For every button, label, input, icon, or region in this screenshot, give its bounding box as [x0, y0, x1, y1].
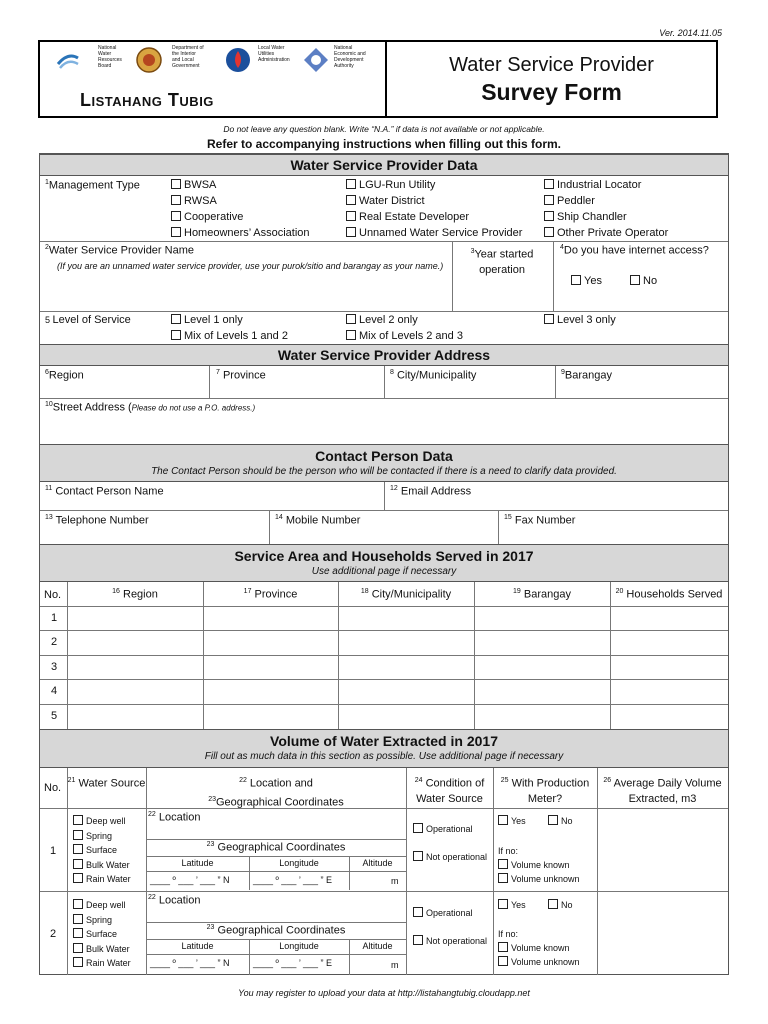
meter-no[interactable]: No [548, 899, 573, 910]
divider [249, 939, 250, 975]
divider [452, 241, 453, 311]
divider [384, 366, 385, 398]
source-bulk-water[interactable]: Bulk Water [73, 942, 131, 957]
opt-rwsa[interactable]: RWSA [171, 195, 217, 207]
volume-unknown[interactable]: Volume unknown [498, 956, 580, 967]
city-label: $^8$ City/Municipality [390, 369, 477, 382]
water-source-list [73, 814, 131, 887]
opt-other-private[interactable]: Other Private Operator [544, 227, 668, 239]
opt-real-estate[interactable]: Real Estate Developer [346, 211, 469, 223]
level-3-only[interactable]: Level 3 only [544, 314, 616, 326]
col-no: No. [44, 589, 62, 601]
source-surface[interactable]: Surface [73, 843, 131, 858]
col-households: $^{20}$ Households Served [615, 588, 723, 601]
agency-logos [40, 42, 387, 116]
form-title [387, 42, 716, 116]
vol-col-condition: $^{24}$ Condition of Water Source [414, 777, 485, 805]
condition-not-operational[interactable]: Not operational [413, 850, 488, 864]
vol-col-volume: $^{26}$ Average Daily Volume Extracted, m3 [603, 777, 722, 805]
table-row [40, 655, 728, 656]
divider [498, 510, 499, 544]
meter-yes[interactable]: Yes [498, 815, 526, 826]
divider [249, 856, 250, 890]
volume-unknown[interactable]: Volume unknown [498, 873, 580, 884]
condition-not-operational[interactable]: Not operational [413, 934, 488, 948]
latitude-input[interactable]: ____ º ___ ’ ___ ” N [150, 958, 230, 968]
volume-row-no: 2 [50, 928, 57, 940]
agency-nwrb: National Water Resources Board [98, 45, 122, 69]
if-no-label: If no: [498, 929, 519, 939]
volume-title: Volume of Water Extracted in 2017 [270, 733, 498, 749]
divider [555, 366, 556, 398]
contact-title: Contact Person Data [315, 448, 453, 464]
condition-operational[interactable]: Operational [413, 907, 473, 918]
section-address: Water Service Provider Address [40, 344, 728, 366]
divider [40, 808, 728, 809]
location-label: $^{22}$ Location [148, 811, 201, 824]
divider [269, 510, 270, 544]
region-label: $^6$Region [45, 369, 84, 382]
altitude-label: Altitude [362, 941, 393, 951]
level-mix-2-3[interactable]: Mix of Levels 2 and 3 [346, 330, 463, 342]
opt-bwsa[interactable]: BWSA [171, 179, 216, 191]
col-region: $^{16}$ Region [112, 588, 158, 601]
level-mix-1-2[interactable]: Mix of Levels 1 and 2 [171, 330, 288, 342]
longitude-input[interactable]: ____ º ___ ’ ___ ” E [253, 875, 333, 885]
opt-ship-chandler[interactable]: Ship Chandler [544, 211, 627, 223]
instruction-note: Do not leave any question blank. Write “N.A.” if data is not available or not applicable. [223, 124, 545, 134]
opt-cooperative[interactable]: Cooperative [171, 211, 243, 223]
province-label: $^7$ Province [216, 369, 266, 382]
opt-industrial-locator[interactable]: Industrial Locator [544, 179, 641, 191]
street-label: $^{10}$Street Address (Please do not use a P.O. address.) [45, 401, 256, 414]
volume-known[interactable]: Volume known [498, 859, 570, 870]
longitude-label: Longitude [279, 941, 319, 951]
fax-label: $^{15}$ Fax Number [504, 514, 576, 527]
source-surface[interactable]: Surface [73, 927, 131, 942]
vol-col-meter: $^{25}$ With Production Meter? [500, 777, 590, 805]
latitude-input[interactable]: ____ º ___ ’ ___ ” N [150, 875, 230, 885]
condition-operational[interactable]: Operational [413, 823, 473, 834]
volume-known[interactable]: Volume known [498, 942, 570, 953]
version-label: Ver. 2014.11.05 [659, 28, 722, 38]
altitude-unit: m [391, 876, 399, 886]
table-row [40, 679, 728, 680]
q1-label: $^1$Management Type [45, 179, 140, 192]
agency-lwua: Local Water Utilities Administration [258, 45, 290, 63]
title-line-2: Survey Form [481, 79, 622, 105]
col-city: $^{18}$ City/Municipality [360, 588, 452, 601]
col-province: $^{17}$ Province [243, 588, 298, 601]
source-bulk-water[interactable]: Bulk Water [73, 858, 131, 873]
service-row-no: 5 [51, 710, 58, 722]
footer-register-note: You may register to upload your data at http://listahangtubig.cloudapp.net [238, 988, 530, 998]
divider [146, 954, 406, 955]
location-label: $^{22}$ Location [148, 894, 201, 907]
volume-row-no: 1 [50, 845, 57, 857]
latitude-label: Latitude [181, 858, 214, 868]
mobile-label: $^{14}$ Mobile Number [275, 514, 361, 527]
opt-lgu-run[interactable]: LGU-Run Utility [346, 179, 435, 191]
service-row-no: 2 [51, 636, 58, 648]
divider [40, 891, 728, 892]
source-rain-water[interactable]: Rain Water [73, 872, 131, 887]
divider [146, 922, 406, 923]
water-source-list [73, 898, 131, 971]
divider [146, 839, 406, 840]
divider [553, 241, 554, 311]
longitude-input[interactable]: ____ º ___ ’ ___ ” E [253, 958, 333, 968]
opt-homeowners[interactable]: Homeowners’ Association [171, 227, 310, 239]
divider [349, 939, 350, 975]
email-label: $^{12}$ Email Address [390, 485, 472, 498]
divider [40, 241, 728, 242]
divider [146, 871, 406, 872]
q3-label: $^3$Year started operation [470, 248, 534, 276]
internet-no[interactable]: No [630, 275, 657, 287]
divider [40, 510, 728, 511]
meter-yes[interactable]: Yes [498, 899, 526, 910]
service-row-no: 3 [51, 661, 58, 673]
contact-note: The Contact Person should be the person who will be contacted if there is a need to clarify data provided. [151, 466, 617, 477]
contact-name-label: $^{11}$ Contact Person Name [45, 485, 164, 498]
meter-no[interactable]: No [548, 815, 573, 826]
table-row [40, 606, 728, 607]
service-row-no: 1 [51, 612, 58, 624]
divider [384, 482, 385, 510]
source-deep-well[interactable]: Deep well [73, 898, 131, 913]
section-wsp-data: Water Service Provider Data [40, 154, 728, 176]
agency-dilg: Department of the Interior and Local Government [172, 45, 204, 69]
divider [67, 768, 68, 975]
divider [349, 856, 350, 890]
level-2-only[interactable]: Level 2 only [346, 314, 418, 326]
if-no-label: If no: [498, 846, 519, 856]
source-spring[interactable]: Spring [73, 829, 131, 844]
source-rain-water[interactable]: Rain Water [73, 956, 131, 971]
latitude-label: Latitude [181, 941, 214, 951]
dilg-seal-icon [135, 46, 163, 74]
geo-coords-label: $^{23}$ Geographical Coordinates [206, 924, 346, 937]
brand-title: Listahang Tubig [80, 90, 214, 110]
source-deep-well[interactable]: Deep well [73, 814, 131, 829]
internet-yes[interactable]: Yes [571, 275, 602, 287]
longitude-label: Longitude [279, 858, 319, 868]
title-line-1: Water Service Provider [449, 54, 654, 76]
instruction-refer: Refer to accompanying instructions when filling out this form. [206, 137, 562, 151]
section-volume [40, 729, 728, 768]
q2-label: $^2$Water Service Provider Name [45, 244, 194, 257]
section-service-area [40, 544, 728, 582]
level-1-only[interactable]: Level 1 only [171, 314, 243, 326]
service-area-note: Use additional page if necessary [311, 566, 457, 577]
agency-neda: National Economic and Development Authority [334, 45, 366, 69]
service-area-title: Service Area and Households Served in 2017 [234, 548, 534, 564]
q5-label: 5 Level of Service [45, 314, 131, 326]
vol-col-location: $^{22}$ Location and $^{23}$Geographical Coordinates [208, 777, 344, 809]
lwua-logo-icon [224, 46, 252, 74]
opt-peddler[interactable]: Peddler [544, 195, 595, 207]
volume-note: Fill out as much data in this section as possible. Use additional page if necessary [204, 751, 564, 762]
form-header [38, 40, 718, 118]
q4-label: $^4$Do you have internet access? [560, 244, 709, 257]
q2-note: (If you are an unnamed water service provider, use your purok/sitio and barangay as your name.) [57, 261, 444, 271]
vol-col-no: No. [44, 782, 62, 794]
altitude-label: Altitude [362, 858, 393, 868]
vol-col-source: $^{21}$ Water Source [67, 777, 146, 790]
table-row [40, 630, 728, 631]
opt-unnamed-wsp[interactable]: Unnamed Water Service Provider [346, 227, 522, 239]
table-row [40, 704, 728, 705]
altitude-unit: m [391, 960, 399, 970]
nwrb-logo-icon [54, 46, 82, 74]
neda-logo-icon [302, 46, 330, 74]
divider [40, 311, 728, 312]
section-contact [40, 444, 728, 482]
geo-coords-label: $^{23}$ Geographical Coordinates [206, 841, 346, 854]
service-row-no: 4 [51, 685, 58, 697]
telephone-label: $^{13}$ Telephone Number [45, 514, 149, 527]
barangay-label: $^9$Barangay [561, 369, 612, 382]
divider [146, 856, 406, 857]
col-barangay: $^{19}$ Barangay [513, 588, 571, 601]
divider [209, 366, 210, 398]
divider [146, 939, 406, 940]
divider [40, 398, 728, 399]
source-spring[interactable]: Spring [73, 913, 131, 928]
opt-water-district[interactable]: Water District [346, 195, 425, 207]
